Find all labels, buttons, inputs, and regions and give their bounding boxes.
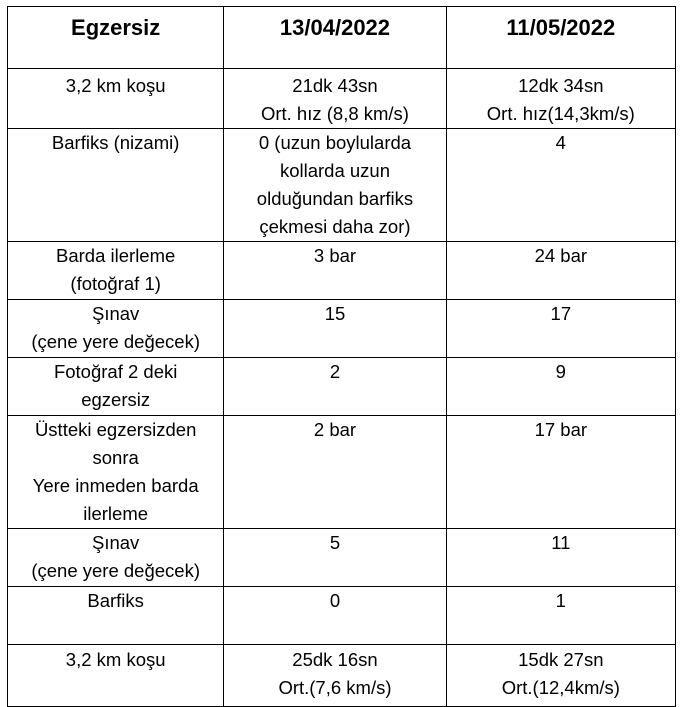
table-row [8,587,676,645]
date1-cell: 25dk 16sn Ort.(7,6 km/s) [224,645,446,707]
date2-cell: 1 [446,587,675,645]
exercise-cell: Barfiks [8,587,224,645]
table-row [8,645,676,707]
date2-cell: 17 [446,300,675,358]
table-row [8,129,676,242]
exercise-table [7,6,676,707]
date2-cell: 11 [446,529,675,587]
table-row [8,358,676,416]
date1-cell: 15 [224,300,446,358]
date2-cell: 12dk 34sn Ort. hız(14,3km/s) [446,69,675,129]
date1-cell: 0 [224,587,446,645]
date1-cell: 3 bar [224,242,446,300]
date2-cell: 15dk 27sn Ort.(12,4km/s) [446,645,675,707]
table-row [8,529,676,587]
date2-cell: 17 bar [446,416,675,529]
header-exercise: Egzersiz [8,7,224,69]
exercise-cell: Üstteki egzersizden sonra Yere inmeden barda ilerleme [8,416,224,529]
date1-cell: 0 (uzun boylularda kollarda uzun olduğundan barfiks çekmesi daha zor) [224,129,446,242]
date1-cell: 2 [224,358,446,416]
exercise-cell: Şınav (çene yere değecek) [8,529,224,587]
header-date-1: 13/04/2022 [224,7,446,69]
table-row [8,416,676,529]
header-row [8,7,676,69]
exercise-cell: Barfiks (nizami) [8,129,224,242]
date1-cell: 21dk 43sn Ort. hız (8,8 km/s) [224,69,446,129]
table-row [8,69,676,129]
exercise-cell: Şınav (çene yere değecek) [8,300,224,358]
header-date-2: 11/05/2022 [446,7,675,69]
exercise-cell: Fotoğraf 2 deki egzersiz [8,358,224,416]
date1-cell: 5 [224,529,446,587]
table-row [8,300,676,358]
date2-cell: 24 bar [446,242,675,300]
date2-cell: 9 [446,358,675,416]
date2-cell: 4 [446,129,675,242]
exercise-cell: 3,2 km koşu [8,645,224,707]
exercise-cell: 3,2 km koşu [8,69,224,129]
exercise-cell: Barda ilerleme (fotoğraf 1) [8,242,224,300]
table-row [8,242,676,300]
date1-cell: 2 bar [224,416,446,529]
